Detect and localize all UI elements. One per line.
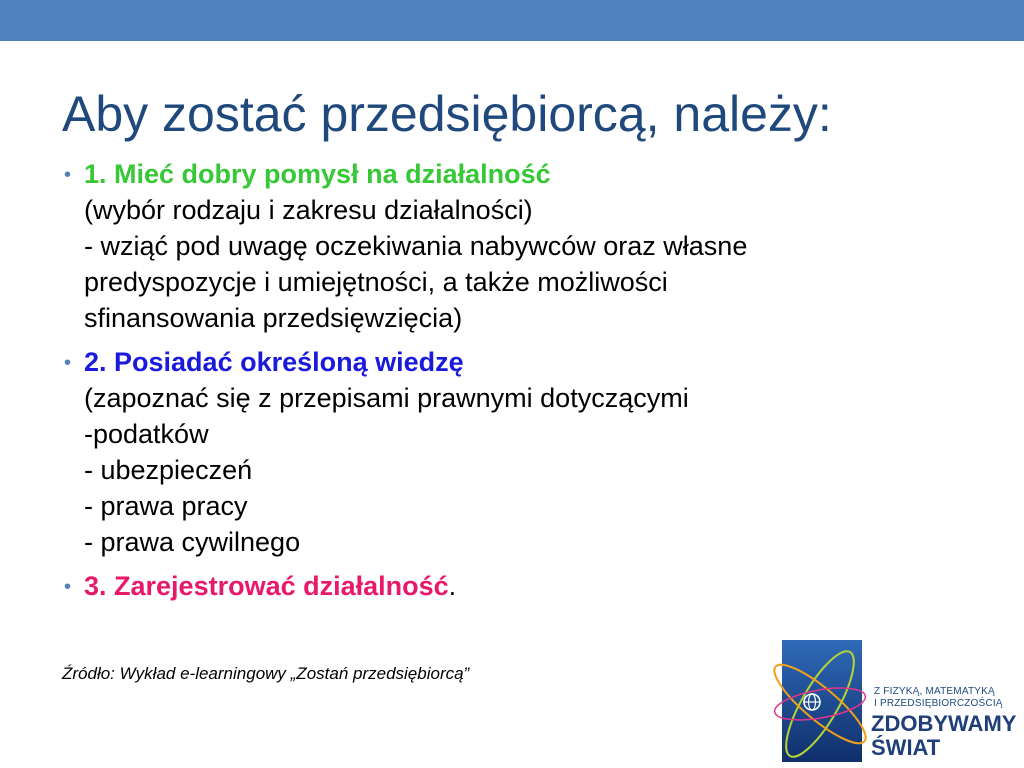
logo-tagline-2: I PRZEDSIĘBIORCZOŚCIĄ: [874, 698, 1003, 709]
project-logo: [768, 622, 1024, 768]
bullet-item-1: [64, 156, 964, 336]
bullet-heading-3: 3. Zarejestrować działalność: [84, 571, 449, 601]
source-citation: Źródło: Wykład e-learningowy „Zostań przedsiębiorcą”: [62, 664, 470, 683]
bullet-item-2: [64, 344, 964, 560]
bullet-heading-3-suffix: .: [448, 571, 457, 601]
slide-title: Aby zostać przedsiębiorcą, należy:: [62, 86, 832, 142]
logo-word-1: ZDOBYWAMY: [871, 711, 1017, 736]
bullet-heading-2: 2. Posiadać określoną wiedzę: [84, 347, 464, 377]
bullet-list: [64, 156, 964, 612]
logo-word-2: ŚWIAT: [871, 735, 941, 760]
bullet-1-line-4: sfinansowania przedsięwzięcia): [84, 303, 463, 333]
bullet-heading-3-wrap: [84, 568, 964, 604]
bullet-2-line-1: (zapoznać się z przepisami prawnymi dotyczącymi: [84, 383, 689, 413]
bullet-1-line-3: predyspozycje i umiejętności, a także możliwości: [84, 267, 668, 297]
bullet-2-line-3: - ubezpieczeń: [84, 455, 253, 485]
logo-tagline-1: Z FIZYKĄ, MATEMATYKĄ: [874, 686, 995, 697]
bullet-1-line-1: (wybór rodzaju i zakresu działalności): [84, 195, 533, 225]
bullet-2-line-5: - prawa cywilnego: [84, 527, 301, 557]
bullet-dot-icon: •: [64, 576, 72, 598]
bullet-item-3: [64, 568, 964, 604]
bullet-2-line-2: -podatków: [84, 419, 209, 449]
bullet-dot-icon: •: [64, 352, 72, 374]
bullet-2-line-4: - prawa pracy: [84, 491, 248, 521]
bullet-dot-icon: •: [64, 164, 72, 186]
bullet-heading-1: 1. Mieć dobry pomysł na działalność: [84, 159, 551, 189]
bullet-1-line-2: - wziąć pod uwagę oczekiwania nabywców oraz własne: [84, 231, 748, 261]
top-accent-bar: [0, 0, 1024, 41]
